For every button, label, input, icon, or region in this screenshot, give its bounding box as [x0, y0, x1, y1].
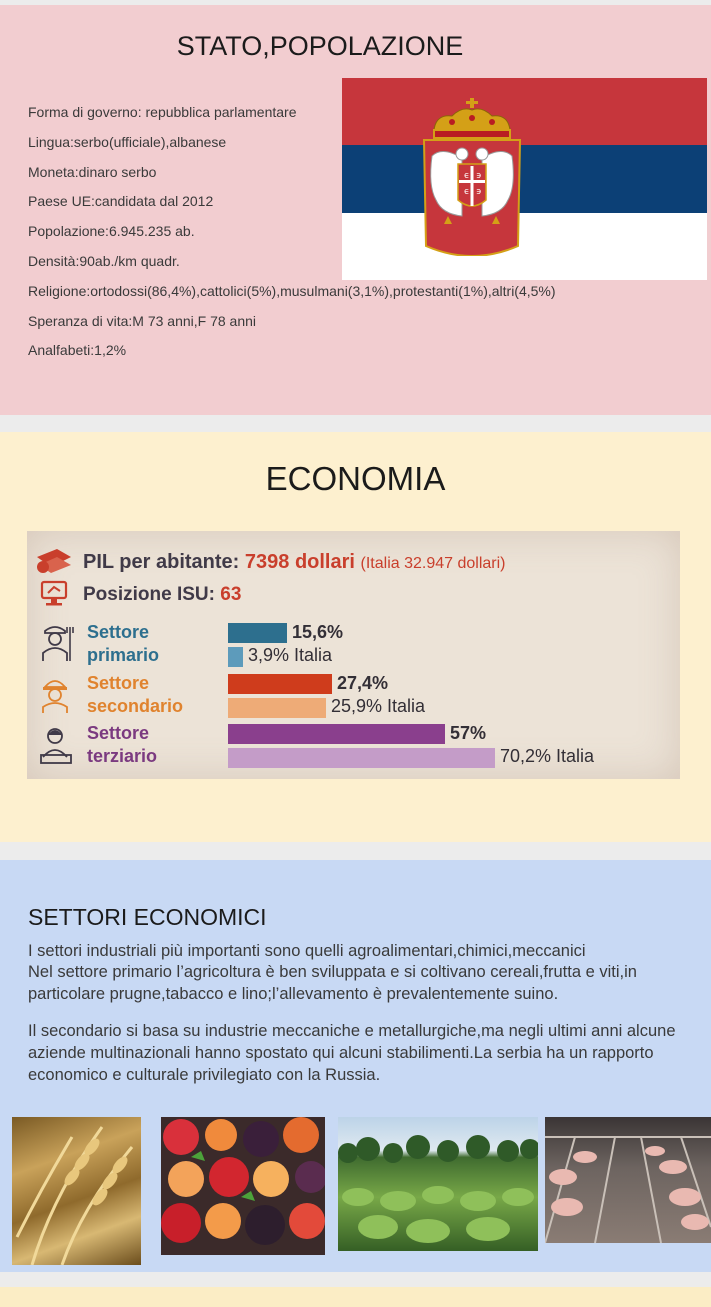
pil-value: 7398 dollari	[244, 551, 355, 573]
fact-paese-ue: Paese UE:candidata dal 2012	[28, 193, 214, 210]
section-title-settori: SETTORI ECONOMICI	[28, 904, 267, 930]
next-card-edge	[0, 1287, 711, 1307]
money-icon	[33, 545, 75, 577]
sector-secondario-line1: Settore	[87, 673, 150, 693]
bar-primario-serbia	[228, 623, 287, 643]
pil-note: (Italia 32.947 dollari)	[360, 555, 506, 572]
bar-primario-italia	[228, 647, 243, 667]
fact-densita: Densità:90ab./km quadr.	[28, 252, 180, 269]
fact-lingua: Lingua:serbo(ufficiale),albanese	[28, 133, 227, 150]
section-title-economia: ECONOMIA	[265, 460, 446, 497]
farmer-icon	[39, 623, 75, 663]
sector-secondario-line2: secondario	[87, 696, 184, 716]
pil-label: PIL per abitante:	[83, 551, 240, 573]
fact-popolazione: Popolazione:6.945.235 ab.	[28, 223, 195, 240]
fact-forma-governo: Forma di governo: repubblica parlamentare	[28, 104, 297, 120]
tobacco-field-photo	[338, 1117, 538, 1251]
sector-terziario-line1: Settore	[87, 723, 150, 743]
fact-moneta: Moneta:dinaro serbo	[28, 163, 157, 180]
wheat-photo	[12, 1117, 141, 1265]
paragraph-secondario: Il secondario si basa su industrie meccaniche e metallurgiche,ma negli ultimi anni alcune aziende multinazionali hanno spostato qui alcuni stabilimenti.La serbia ha un rapporto economico e culturale privilegiato con la Russia.	[28, 1022, 676, 1084]
settori-economici-card	[0, 860, 711, 1272]
monitor-icon	[39, 579, 69, 609]
office-worker-icon	[39, 725, 75, 765]
sector-terziario-label	[87, 722, 157, 768]
svg-text:϶: ϶	[476, 187, 482, 197]
sector-primario-label	[87, 621, 159, 667]
bar-terziario-italia	[228, 748, 495, 768]
section-title-stato: STATO,POPOLAZIONE	[176, 31, 464, 61]
stato-popolazione-card	[0, 5, 711, 415]
value-terziario-serbia: 57%	[450, 723, 487, 743]
bar-secondario-serbia	[228, 674, 332, 694]
isu-label: Posizione ISU:	[83, 584, 215, 605]
worker-icon	[39, 675, 75, 715]
svg-text:ϵ: ϵ	[464, 187, 470, 197]
bar-secondario-italia	[228, 698, 326, 718]
pig-farm-photo	[545, 1117, 711, 1243]
sector-terziario-line2: terziario	[87, 746, 158, 766]
sector-primario-line2: primario	[87, 645, 160, 665]
facts-list	[28, 102, 556, 370]
value-terziario-italia: 70,2% Italia	[500, 746, 595, 766]
economy-infographic	[27, 531, 680, 779]
isu-row	[83, 584, 241, 606]
paragraph-primario: Nel settore primario l’agricoltura è ben sviluppata e si coltivano cereali,frutta e viti,in particolare prugne,tabacco e lino;l’allevamento è prevalentemente suino.	[28, 963, 637, 1003]
economia-card	[0, 432, 711, 842]
paragraph-industrie: I settori industriali più importanti sono quelli agroalimentari,chimici,meccanici	[28, 942, 586, 960]
value-secondario-serbia: 27,4%	[337, 673, 389, 693]
value-secondario-italia: 25,9% Italia	[331, 696, 426, 716]
svg-text:϶: ϶	[476, 171, 482, 181]
fact-speranza-vita: Speranza di vita:M 73 anni,F 78 anni	[28, 312, 257, 329]
sector-secondario-label	[87, 672, 183, 718]
svg-text:ϵ: ϵ	[464, 171, 470, 181]
fact-analfabeti: Analfabeti:1,2%	[28, 342, 127, 359]
value-primario-italia: 3,9% Italia	[248, 645, 333, 665]
sector-primario-line1: Settore	[87, 622, 150, 642]
bar-terziario-serbia	[228, 724, 445, 744]
pil-row	[83, 551, 505, 574]
isu-value: 63	[220, 584, 242, 605]
fact-religione: Religione:ortodossi(86,4%),cattolici(5%),musulmani(3,1%),protestanti(1%),altri(4,5%)	[28, 282, 556, 299]
value-primario-serbia: 15,6%	[292, 622, 344, 642]
fruit-photo	[161, 1117, 325, 1255]
